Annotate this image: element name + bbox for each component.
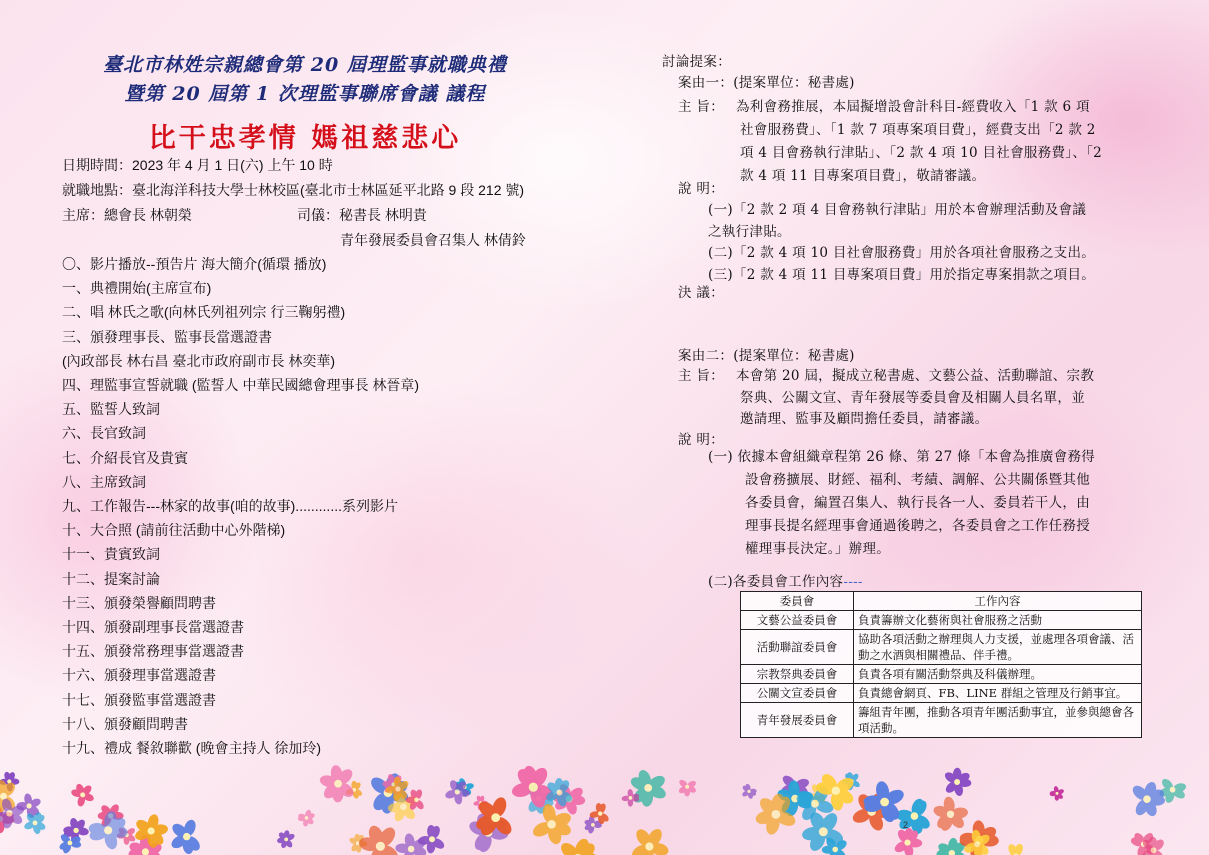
table-row (741, 703, 1142, 738)
committee-work: 負責各項有關活動祭典及科儀辦理。 (854, 665, 1142, 684)
flower-icon (169, 818, 202, 855)
agenda-item: 六、長官致詞 (62, 425, 146, 442)
flower-icon (556, 837, 599, 855)
flower-icon (395, 833, 428, 855)
flower-icon (1002, 843, 1027, 855)
case2-title: 案由二：(提案單位：秘書處) (678, 348, 855, 364)
agenda-item: 二、唱 林氏之歌(向林氏列祖列宗 行三鞠躬禮) (62, 304, 346, 321)
case2-explain-line: (一) 依據本會組織章程第 26 條、第 27 條「本會為推廣會務得 (708, 449, 1096, 465)
agenda-item: 九、工作報告---林家的故事(咱的故事)............系列影片 (62, 498, 398, 514)
header-committee: 委員會 (741, 592, 854, 611)
case1-purpose-line: 為利會務推展，本屆擬增設會計科目-經費收入「1 款 6 項 (736, 99, 1090, 115)
agenda-item: (內政部長 林右昌 臺北市政府副市長 林奕華) (62, 352, 335, 369)
committee-work: 負責籌辦文化藝術與社會服務之活動 (854, 611, 1142, 630)
agenda-item: 十二、提案討論 (62, 570, 160, 587)
event-venue: 就職地點：臺北海洋科技大學士林校區(臺北市士林區延平北路 9 段 212 號) (62, 182, 525, 198)
flower-icon (133, 813, 168, 848)
committee-work: 負責總會網頁、FB、LINE 群組之管理及行銷事宜。 (854, 684, 1142, 703)
flower-icon (741, 783, 757, 799)
case2-purpose-label: 主 旨： (678, 368, 724, 384)
sub2-heading-text: (二)各委員會工作內容 (708, 574, 844, 590)
committee-work: 協助各項活動之辦理與人力支援，並處理各項會議、活動之水酒與相關禮品、伴手禮。 (854, 630, 1142, 665)
discussion-heading: 討論提案： (662, 54, 731, 70)
case2-explain-line: 理事長提名經理事會通過後聘之，各委員會之工作任務授 (745, 518, 1090, 534)
agenda-item: 十九、禮成 餐敘聯歡 (晚會主持人 徐加玲) (62, 740, 321, 756)
event-emcee2: 青年發展委員會召集人 林倩鈴 (340, 232, 526, 248)
table-row (741, 630, 1142, 665)
case2-purpose-line: 邀請理、監事及顧問擔任委員，請審議。 (740, 411, 989, 427)
flower-icon (629, 826, 670, 855)
agenda-item: 十一、貴賓致詞 (62, 546, 160, 563)
case2-purpose-line: 本會第 20 屆，擬成立秘書處、文藝公益、活動聯誼、宗教 (736, 368, 1095, 384)
case1-purpose-label: 主 旨： (678, 99, 724, 115)
committee-name: 宗教祭典委員會 (741, 665, 854, 684)
committee-work: 籌組青年團，推動各項青年團活動事宜，並參與總會各項活動。 (854, 703, 1142, 738)
agenda-item: 十八、頒發顧問聘書 (62, 715, 188, 732)
flower-icon (943, 768, 972, 797)
sub2-heading-dashes: ---- (843, 574, 863, 590)
agenda-item: 三、頒發理事長、監事長當選證書 (62, 328, 272, 345)
case1-explain-line: 之執行津貼。 (708, 223, 791, 240)
case2-explain-line: 設會務擴展、財經、福利、考績、調解、公共關係暨其他 (745, 472, 1090, 488)
table-row (741, 665, 1142, 684)
agenda-item: 四、理監事宣誓就職 (監誓人 中華民國總會理事長 林晉章) (62, 377, 419, 393)
case1-explain-line: (二)「2 款 4 項 10 目社會服務費」用於各項社會服務之支出。 (708, 245, 1096, 261)
case1-explain-line: (一)「2 款 2 項 4 目會務執行津貼」用於本會辦理活動及會議 (708, 202, 1087, 218)
agenda-item: 十三、頒發榮譽顧問聘書 (62, 594, 216, 611)
flower-icon (678, 778, 698, 796)
case1-purpose-line: 社會服務費」、「1 款 7 項專案項目費」，經費支出「2 款 2 (740, 122, 1096, 138)
case2-sub2-heading (708, 570, 863, 590)
agenda-item: 七、介紹長官及貴賓 (62, 449, 188, 466)
flower-icon (70, 783, 95, 808)
flower-border (0, 760, 1209, 855)
case1-purpose-line: 款 4 項 11 目專案項目費」，敬請審議。 (740, 168, 986, 184)
committee-table (740, 591, 1142, 738)
agenda-item: 十五、頒發常務理事當選證書 (62, 643, 244, 660)
case1-resolution-label: 決 議： (678, 285, 724, 301)
agenda-item: 一、典禮開始(主席宣布) (62, 280, 212, 297)
flower-icon (1130, 780, 1166, 818)
committee-name: 公關文宣委員會 (741, 684, 854, 703)
case2-explain-label: 說 明： (678, 432, 724, 448)
slogan: 比干忠孝情 媽祖慈悲心 (148, 123, 462, 154)
agenda-item: 八、主席致詞 (62, 473, 146, 490)
agenda-item: 十、大合照 (請前往活動中心外階梯) (62, 522, 286, 539)
case1-explain-line: (三)「2 款 4 項 11 目專案項目費」用於指定專案捐款之項目。 (708, 266, 1096, 283)
committee-name: 青年發展委員會 (741, 703, 854, 738)
case2-explain-line: 各委員會，編置召集人、執行長各一人、委員若干人，由 (745, 495, 1090, 511)
table-row (741, 611, 1142, 630)
page-number: 2 (903, 820, 909, 830)
flower-icon (358, 824, 402, 855)
flower-icon (277, 830, 296, 849)
document-title-line1: 臺北市林姓宗親總會第 20 屆理監事就職典禮 (103, 54, 507, 76)
case2-purpose-line: 祭典、公關文宣、青年發展等委員會及相關人員名單，並 (740, 389, 1085, 406)
case2-explain-line: 權理事長決定。」辦理。 (745, 541, 891, 557)
event-chair: 主席：總會長 林朝榮 (62, 207, 192, 223)
agenda-item: 十四、頒發副理事長當選證書 (62, 619, 244, 635)
committee-name: 文藝公益委員會 (741, 611, 854, 630)
case1-explain-label: 說 明： (678, 181, 724, 197)
flower-icon (319, 764, 357, 802)
header-work-content: 工作內容 (854, 592, 1142, 611)
event-emcee: 司儀：秘書長 林明貴 (297, 207, 427, 223)
agenda-item: 〇、影片播放--預告片 海大簡介(循環 播放) (62, 256, 327, 272)
agenda-item: 五、監誓人致詞 (62, 401, 160, 418)
flower-icon (896, 797, 933, 835)
flower-icon (297, 809, 315, 827)
flower-icon (932, 796, 969, 833)
table-row (741, 684, 1142, 703)
flower-icon (1049, 786, 1064, 801)
case1-title: 案由一：(提案單位：秘書處) (678, 75, 855, 91)
agenda-item: 十七、頒發監事當選證書 (62, 691, 216, 708)
agenda-item: 十六、頒發理事當選證書 (62, 667, 216, 684)
committee-name: 活動聯誼委員會 (741, 630, 854, 665)
case1-purpose-line: 項 4 目會務執行津貼」、「2 款 4 項 10 目社會服務費」、「2 (740, 145, 1103, 161)
event-date: 日期時間：2023 年 4 月 1 日(六) 上午 10 時 (62, 157, 333, 173)
document-title-line2: 暨第 20 屆第 1 次理監事聯席會議 議程 (124, 83, 486, 105)
committee-table-header (741, 592, 1142, 611)
